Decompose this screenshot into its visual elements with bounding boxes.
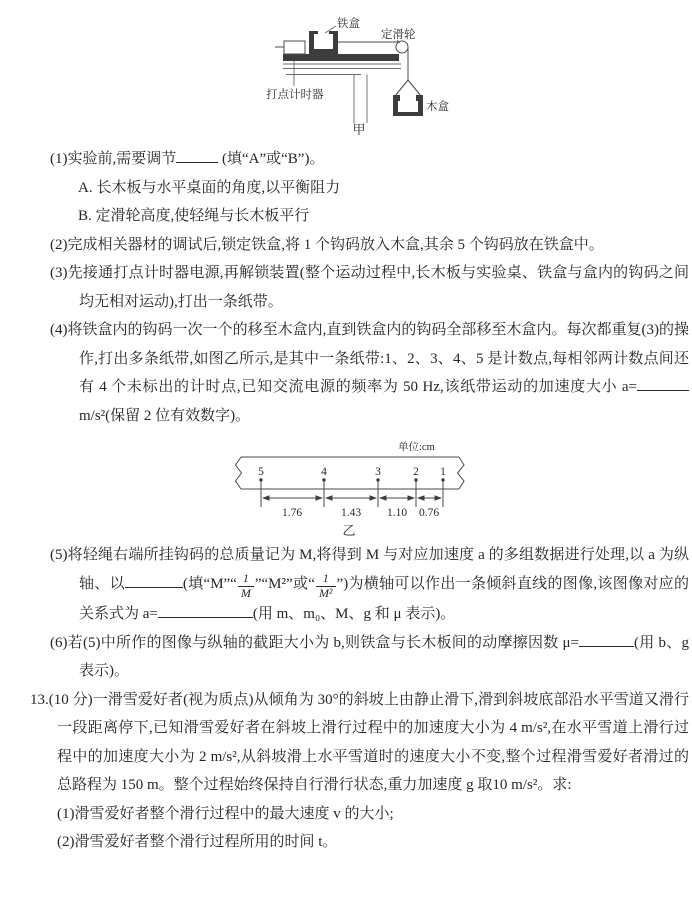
answer-blank-q4 (637, 377, 689, 391)
iron-box (309, 26, 338, 54)
option-b (78, 202, 638, 231)
q5-text-5: (用 m、m₀、M、g 和 μ 表示)。 (252, 606, 456, 623)
wood-box-label: 木盒 (426, 101, 449, 113)
fraction-numerator: 1 (238, 572, 254, 587)
option-a-text: A. 长木板与水平桌面的角度,以平衡阻力 (78, 179, 341, 196)
point-label-4: 4 (321, 466, 327, 478)
q5-text-1: (5)将轻绳右端所挂钩码的总质量记为 M,将得到 M 与对应加速度 a 的多组数据进行处理,以 a 为纵轴、以 (50, 547, 689, 592)
paper-tape (236, 457, 465, 489)
pulley-label: 定滑轮 (381, 29, 416, 41)
q5-text-3: ”“M²”或“ (254, 575, 315, 592)
question-6 (50, 629, 689, 686)
fraction-1-over-M (238, 572, 254, 601)
option-a (78, 174, 638, 203)
question-13 (30, 686, 689, 800)
option-b-text: B. 定滑轮高度,使轻绳与长木板平行 (78, 208, 310, 224)
q13-stem: 13.(10 分)一滑雪爱好者(视为质点)从倾角为 30°的斜坡上由静止滑下,滑到斜坡底部沿水平雪道又滑行一段距离停下,已知滑雪爱好者在斜坡上滑行过程中的加速度大小为 4 m/s²,在水平雪道上滑行过程中的加速度大小为 2 m/s²,从斜坡滑上水平雪道时的速度大小不变,整个过程滑雪爱好者滑过的总路程为 150 m。整个过程始终保持自行滑行状态,重力加速度 g 取10 m/s²。求: (30, 691, 689, 794)
iron-box-label: 铁盒 (337, 18, 360, 30)
figure-yi-caption: 乙 (342, 523, 356, 537)
point-label-1: 1 (440, 466, 446, 478)
q5-text-4: ”)为横轴可以作出一条倾斜直线的图像,该图像对应的关系式为 a= (79, 575, 689, 623)
apparatus-diagram (248, 12, 478, 137)
interval-4-3: 1.43 (340, 507, 362, 519)
fraction-denominator: M² (318, 585, 333, 600)
tape-diagram (231, 435, 466, 537)
q5-text-2: (填“M”“ (182, 575, 237, 592)
question-13-part-1 (57, 800, 657, 829)
fraction-numerator: 1 (316, 572, 336, 587)
figure-jia-caption: 甲 (352, 122, 366, 137)
figure-yi (231, 435, 466, 537)
q4-text-post: m/s²(保留 2 位有效数字)。 (79, 407, 251, 424)
q6-text-pre: (6)若(5)中所作的图像与纵轴的截距大小为 b,则铁盒与长木板间的动摩擦因数 μ= (50, 634, 579, 651)
question-5 (50, 541, 689, 629)
interval-5-4: 1.76 (281, 507, 303, 519)
q1-text-pre: (1)实验前,需要调节 (50, 151, 177, 167)
q4-text-pre: (4)将铁盒内的钩码一次一个的移至木盒内,直到铁盒内的钩码全部移至木盒内。每次都重复(3)的操作,打出多条纸带,如图乙所示,是其中一条纸带:1、2、3、4、5 是计数点,每相邻两计数点间还有 4 个未标出的计时点,已知交流电源的频率为 50 Hz,该纸带运动的加速度大小 a= (50, 322, 689, 395)
tape-unit-label: 单位:cm (398, 442, 435, 453)
q3-text: (3)先接通打点计时器电源,再解锁装置(整个运动过程中,长木板与实验桌、铁盒与盒内的钩码之间均无相对运动),打出一条纸带。 (50, 265, 689, 310)
interval-2-1: 0.76 (418, 507, 440, 519)
answer-blank-q5-relation (158, 604, 253, 618)
long-board (283, 54, 399, 61)
wood-box (393, 95, 423, 116)
answer-blank-q5-axis (125, 574, 183, 588)
q13-part1-text: (1)滑雪爱好者整个滑行过程中的最大速度 v 的大小; (57, 805, 394, 822)
counting-points (259, 478, 444, 507)
q13-part2-text: (2)滑雪爱好者整个滑行过程所用的时间 t。 (57, 834, 338, 851)
point-label-3: 3 (375, 466, 381, 478)
question-1 (50, 145, 689, 174)
question-3 (50, 259, 689, 316)
answer-blank-q1 (176, 149, 218, 163)
dimension-arrows (262, 495, 442, 501)
q1-text-post: (填“A”或“B”)。 (218, 151, 325, 167)
fraction-denominator: M (240, 585, 251, 600)
q2-text: (2)完成相关器材的调试后,锁定铁盒,将 1 个钩码放入木盒,其余 5 个钩码放在铁盒中。 (50, 236, 604, 253)
q6-text-post: (用 b、g 表示)。 (79, 634, 689, 680)
question-13-part-2 (57, 828, 657, 857)
point-label-2: 2 (413, 466, 419, 478)
point-label-5: 5 (258, 466, 264, 478)
question-4 (50, 316, 689, 430)
ticker-timer (275, 41, 305, 86)
fraction-1-over-M2 (316, 572, 336, 601)
interval-3-2: 1.10 (386, 507, 408, 519)
answer-blank-q6 (579, 633, 634, 647)
question-2 (50, 231, 689, 260)
figure-jia (248, 12, 478, 137)
timer-label: 打点计时器 (266, 89, 324, 101)
string (338, 42, 421, 96)
